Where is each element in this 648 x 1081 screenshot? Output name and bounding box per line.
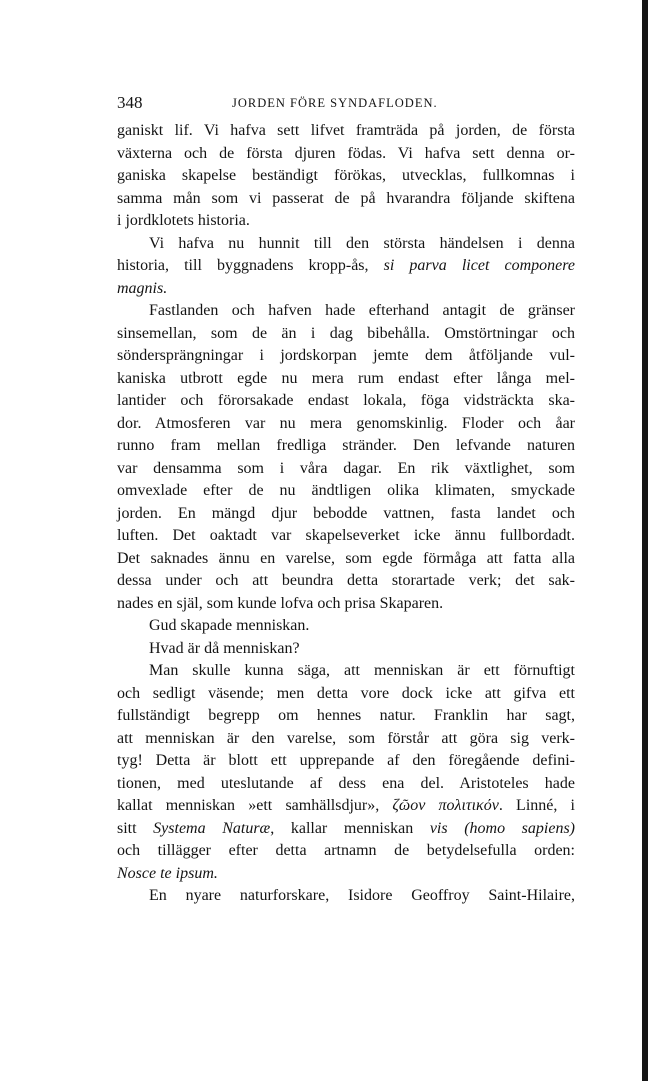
text-run: , kallar menniskan <box>270 819 430 837</box>
text-line: luften. Det oaktadt var skapelseverket icke ännu fullbordadt. <box>117 527 575 544</box>
running-title: JORDEN FÖRE SYNDAFLODEN. <box>232 96 438 110</box>
text-line: fullständigt begrepp om hennes natur. Franklin har sagt, <box>117 707 575 724</box>
text-line: att menniskan är den varelse, som förstår att göra sig verk- <box>117 729 575 747</box>
text-line: och tillägger efter detta artnamn de betydelsefulla orden: <box>117 842 575 859</box>
text-line: kaniska utbrott egde nu mera rum endast efter långa mel- <box>117 369 575 387</box>
text-line: sinsemellan, som de än i dag bibehålla. Omstörtningar och <box>117 324 575 342</box>
text-line: växterna och de första djuren födas. Vi hafva sett denna or- <box>117 144 575 162</box>
text-line <box>117 233 575 256</box>
text-line <box>117 863 575 886</box>
text-line <box>117 278 575 301</box>
text-line: samma mån som vi passerat de på hvarandra följande skiftena <box>117 189 575 207</box>
text-line: Det saknades ännu en varelse, som egde förmåga att fatta alla <box>117 549 575 567</box>
text-run: kallat menniskan »ett samhällsdjur», <box>117 797 393 814</box>
body-text <box>117 120 575 908</box>
text-run: . Linné, i <box>498 797 576 814</box>
latin-quote: Nosce te ipsum. <box>117 864 218 882</box>
page-edge-shadow <box>642 0 648 1081</box>
text-line: jorden. En mängd djur bebodde vattnen, fasta landet och <box>117 504 575 522</box>
greek-phrase: ζῶον πολιτικόν <box>392 797 499 814</box>
text-line: ganiska skapelse beständigt förökas, utvecklas, fullkomnas i <box>117 167 575 184</box>
text-line: söndersprängningar i jordskorpan jemte dem åtföljande vul- <box>117 347 575 364</box>
species-name: vis (homo sapiens) <box>429 819 576 837</box>
text-line: omvexlade efter de nu ändtligen olika klimaten, smyckade <box>117 482 575 499</box>
latin-quote: si parva licet componere <box>383 257 576 274</box>
text-line: runno fram mellan fredliga stränder. Den lefvande naturen <box>117 437 575 454</box>
text-line: Gud skapade menniskan. <box>149 617 310 634</box>
text-line: dor. Atmosferen var nu mera genomskinlig. Floder och åar <box>117 414 575 432</box>
text-line: tionen, med uteslutande af dess ena del. Aristoteles hade <box>117 774 575 792</box>
text-line: En nyare naturforskare, Isidore Geoffroy Saint-Hilaire, <box>149 887 575 904</box>
text-line: och sedligt väsende; men detta vore dock icke att gifva ett <box>117 684 575 702</box>
text-line: dessa under och att beundra detta storartade verk; det sak- <box>117 572 575 589</box>
book-page <box>117 90 575 908</box>
text-line <box>117 795 575 818</box>
text-line: Man skulle kunna säga, att menniskan är ett förnuftigt <box>149 662 575 679</box>
text-line: Hvad är då menniskan? <box>149 639 300 657</box>
text-line: var densamma som i våra dagar. En rik växtlighet, som <box>117 459 575 477</box>
text-line: lantider och förorsakade endast lokala, föga vidsträckta ska- <box>117 392 575 409</box>
text-line: ganiskt lif. Vi hafva sett lifvet framträda på jorden, de första <box>117 122 575 139</box>
page-number: 348 <box>117 93 143 112</box>
text-line: tyg! Detta är blott ett upprepande af den föregående defini- <box>117 752 575 769</box>
text-line <box>117 818 575 841</box>
page-header <box>117 90 575 116</box>
text-line: Fastlanden och hafven hade efterhand antagit de gränser <box>149 302 575 319</box>
latin-quote: magnis. <box>117 279 168 297</box>
text-line: i jordklotets historia. <box>117 212 250 229</box>
book-title: Systema Naturæ <box>153 819 271 837</box>
text-run: Vi hafva nu hunnit till den största händelsen i denna <box>149 234 575 252</box>
text-line: nades en själ, som kunde lofva och prisa Skaparen. <box>117 594 444 612</box>
text-line <box>117 255 575 278</box>
text-run: historia, till byggnadens kropp-ås, <box>117 257 384 274</box>
text-run: sitt <box>117 819 154 837</box>
